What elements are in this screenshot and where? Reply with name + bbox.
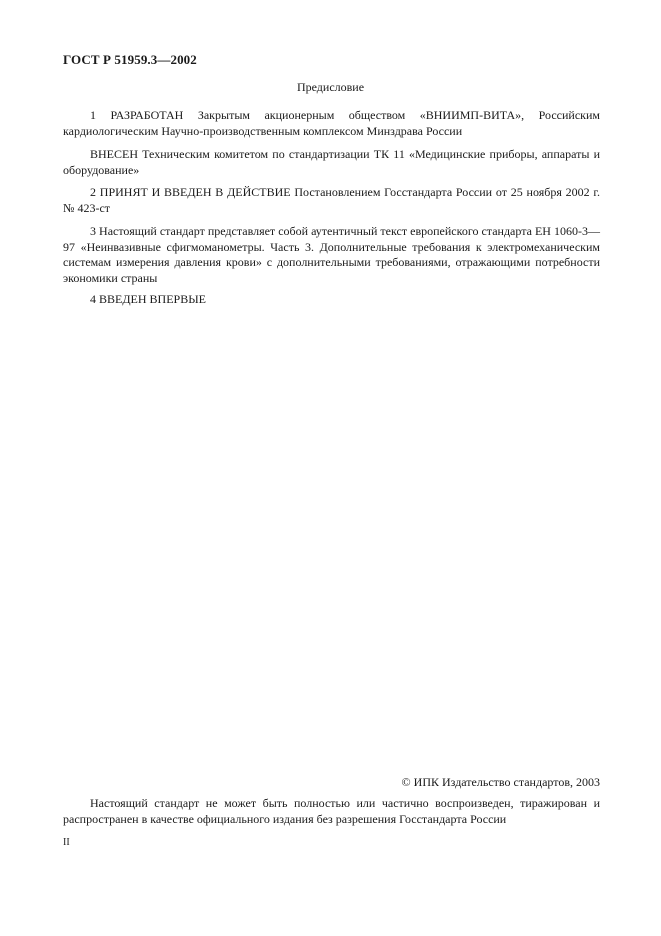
paragraph-developed-by: 1 РАЗРАБОТАН Закрытым акционерным обществом «ВНИИМП-ВИТА», Российским кардиологическим Научно-производственным комплексом Минздрава России <box>63 108 600 138</box>
paragraph-first-introduced: 4 ВВЕДЕН ВПЕРВЫЕ <box>90 292 206 306</box>
page-number: II <box>63 837 70 848</box>
reproduction-notice: Настоящий стандарт не может быть полностью или частично воспроизведен, тиражирован и распространен в качестве официального издания без разрешения Госстандарта России <box>63 796 600 826</box>
document-header: ГОСТ Р 51959.3—2002 <box>63 52 197 67</box>
copyright-notice: © ИПК Издательство стандартов, 2003 <box>401 775 600 789</box>
paragraph-submitted-by: ВНЕСЕН Техническим комитетом по стандартизации ТК 11 «Медицинские приборы, аппараты и оборудование» <box>63 147 600 177</box>
section-title: Предисловие <box>296 80 365 94</box>
paragraph-authentic-text: 3 Настоящий стандарт представляет собой аутентичный текст европейского стандарта ЕН 1060-3—97 «Неинвазивные сфигмоманометры. Часть 3. Дополнительные требования к электромеханическим системам измерения давления крови» с дополнительными требованиями, отражающими потребности экономики страны <box>63 224 600 285</box>
paragraph-adopted: 2 ПРИНЯТ И ВВЕДЕН В ДЕЙСТВИЕ Постановлением Госстандарта России от 25 ноября 2002 г. № 423-ст <box>63 185 600 215</box>
